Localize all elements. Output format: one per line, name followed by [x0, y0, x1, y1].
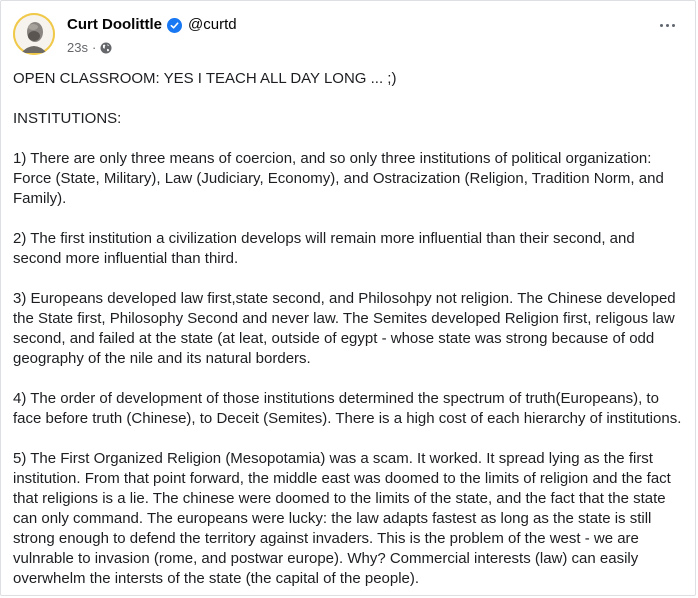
post-body — [13, 69, 685, 589]
author-handle[interactable]: @curtd — [188, 16, 237, 33]
more-options-icon[interactable] — [655, 17, 679, 33]
post-meta — [67, 16, 237, 56]
post-paragraph: 5) The First Organized Religion (Mesopotamia) was a scam. It worked. It spread lying as the first institution. From that point forward, the middle east was doomed to the limits of religion and the fact that religions is a lie. The chinese were doomed to the limits of the state, and the fact that the state can only command. The europeans were lucky: the law adapts fastest as long as the state is still strong enough to defend the territory against invaders. This is the problem of the west - we are vulnrable to invasion (rome, and postwar europe). Why? Commercial interests (law) can easily overwhelm the intersts of the state (the capital of the people). — [13, 450, 676, 587]
post-paragraph: 1) There are only three means of coercion, and so only three institutions of political organization: Force (State, Military), Law (Judiciary, Economy), and Ostracization (Religion, Tradition Norm, and Family). — [13, 150, 668, 207]
separator-dot: · — [91, 40, 97, 55]
avatar-portrait-icon — [13, 13, 55, 55]
verified-badge-icon — [167, 18, 182, 33]
post-paragraph: 4) The order of development of those institutions determined the spectrum of truth(Europeans), to face before truth (Chinese), to Deceit (Semites). There is a high cost of each hierarchy of institutions. — [13, 390, 682, 427]
post-timestamp[interactable]: 23s — [67, 40, 88, 55]
name-row — [67, 16, 237, 34]
post-paragraph: INSTITUTIONS: — [13, 110, 122, 127]
post-paragraph: 3) Europeans developed law first,state second, and Philosohpy not religion. The Chinese developed the State first, Philosophy Second and never law. The Semites developed Religion first, religous law second, and failed at the state (at leat, outside of egypt - whose state was strong because of odd geography of the nile and its natural borders. — [13, 290, 680, 367]
post-subline — [67, 40, 237, 56]
avatar[interactable] — [13, 13, 55, 55]
post-header — [13, 13, 237, 56]
globe-icon[interactable] — [100, 42, 112, 54]
author-name[interactable]: Curt Doolittle — [67, 16, 162, 33]
post-paragraph: 2) The first institution a civilization develops will remain more influential than their second, and second more influential than third. — [13, 230, 639, 267]
post-paragraph: OPEN CLASSROOM: YES I TEACH ALL DAY LONG ... ;) — [13, 70, 397, 87]
